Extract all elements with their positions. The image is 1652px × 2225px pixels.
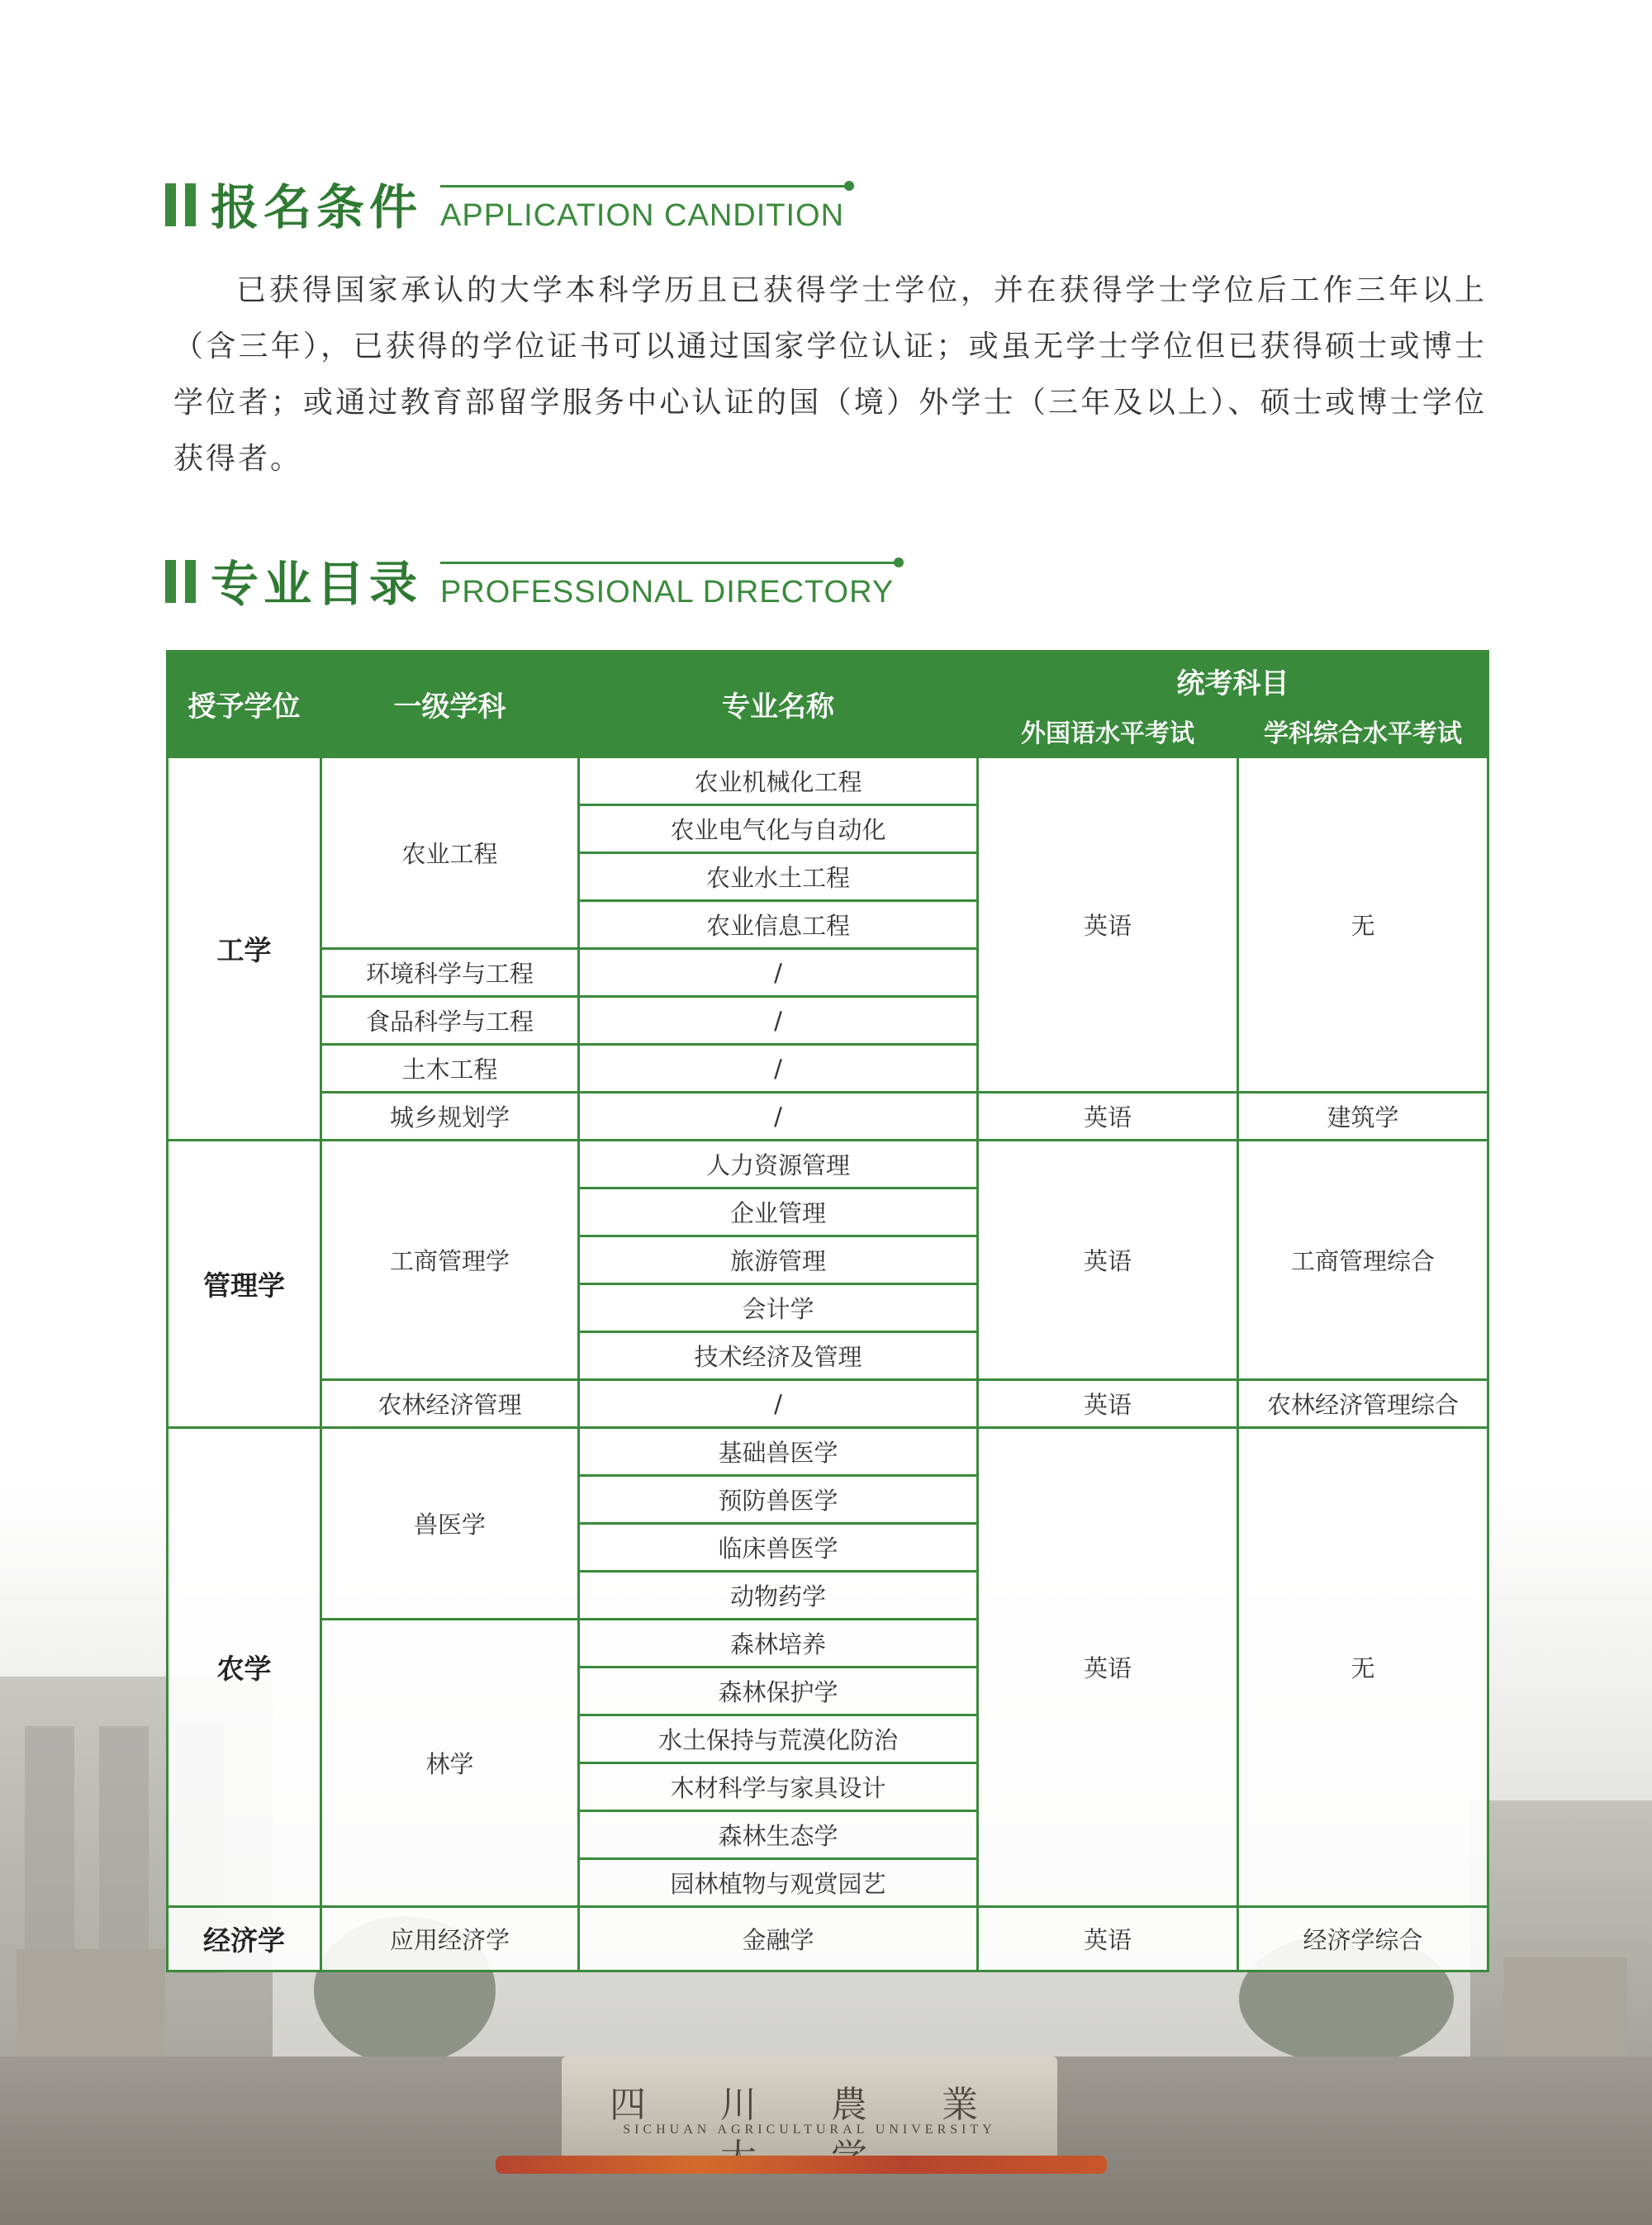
cell-major: / [579, 1380, 978, 1428]
section-title-en-wrap [440, 185, 844, 231]
cell-discipline: 应用经济学 [321, 1907, 579, 1971]
cell-foreign: 英语 [978, 1093, 1238, 1141]
cell-major: 人力资源管理 [579, 1141, 978, 1188]
cell-discipline: 土木工程 [321, 1045, 579, 1093]
table-row [168, 1907, 1488, 1971]
cell-major: 森林保护学 [579, 1668, 978, 1715]
cell-comprehensive: 经济学综合 [1238, 1907, 1488, 1971]
section-title-cn: 报名条件 [211, 179, 423, 235]
photo-flower-bed [496, 2156, 1107, 2174]
section-title-en-wrap [440, 562, 894, 608]
cell-foreign: 英语 [978, 1428, 1238, 1907]
cell-foreign: 英语 [978, 1141, 1238, 1380]
cell-discipline: 工商管理学 [321, 1141, 579, 1380]
cell-major: 农业电气化与自动化 [579, 805, 978, 853]
table-row [168, 1380, 1488, 1428]
cell-degree: 农学 [168, 1428, 321, 1907]
cell-foreign: 英语 [978, 757, 1238, 1093]
cell-major: 动物药学 [579, 1572, 978, 1620]
cell-major: / [579, 997, 978, 1045]
cell-foreign: 英语 [978, 1380, 1238, 1428]
cell-major: 园林植物与观赏园艺 [579, 1859, 978, 1907]
cell-discipline: 环境科学与工程 [321, 949, 579, 997]
cell-major: 基础兽医学 [579, 1428, 978, 1476]
table-header-row [168, 652, 1488, 705]
section-bars-icon [165, 560, 196, 603]
header-major: 专业名称 [579, 652, 978, 757]
header-foreign: 外国语水平考试 [978, 705, 1238, 757]
table-row [168, 1093, 1488, 1141]
cell-comprehensive: 无 [1238, 1428, 1488, 1907]
cell-major: 会计学 [579, 1284, 978, 1332]
cell-discipline: 林学 [321, 1620, 579, 1907]
cell-comprehensive: 建筑学 [1238, 1093, 1488, 1141]
cell-major: 农业信息工程 [579, 901, 978, 949]
professional-directory-table [166, 650, 1489, 1972]
section-header-directory [165, 556, 895, 612]
cell-major: 技术经济及管理 [579, 1332, 978, 1380]
cell-major: / [579, 949, 978, 997]
section-bars-icon [165, 183, 196, 226]
photo-window [25, 1726, 74, 1974]
header-exam: 统考科目 [978, 652, 1488, 705]
table-row [168, 757, 1488, 805]
cell-discipline: 食品科学与工程 [321, 997, 579, 1045]
cell-major: 旅游管理 [579, 1236, 978, 1284]
cell-foreign: 英语 [978, 1907, 1238, 1971]
cell-comprehensive: 农林经济管理综合 [1238, 1380, 1488, 1428]
cell-major: 预防兽医学 [579, 1476, 978, 1524]
cell-major: 森林培养 [579, 1620, 978, 1668]
header-comprehensive: 学科综合水平考试 [1238, 705, 1488, 757]
table-row [168, 1428, 1488, 1476]
cell-major: 金融学 [579, 1907, 978, 1971]
cell-major: 临床兽医学 [579, 1524, 978, 1572]
section-title-line [440, 185, 849, 187]
cell-major: 森林生态学 [579, 1811, 978, 1859]
cell-degree: 工学 [168, 757, 321, 1141]
application-condition-paragraph: 已获得国家承认的大学本科学历且已获得学士学位，并在获得学士学位后工作三年以上（含三年），已获得的学位证书可以通过国家学位认证；或虽无学士学位但已获得硕士或博士学位者；或通过教育部留学服务中心认证的国（境）外学士（三年及以上）、硕士或博士学位获得者。 [173, 273, 1487, 476]
cell-comprehensive: 工商管理综合 [1238, 1141, 1488, 1380]
cell-major: / [579, 1045, 978, 1093]
section-title-en: PROFESSIONAL DIRECTORY [440, 575, 895, 610]
cell-comprehensive: 无 [1238, 757, 1488, 1093]
cell-discipline: 兽医学 [321, 1428, 579, 1620]
section-header-application [165, 179, 845, 235]
cell-discipline: 农林经济管理 [321, 1380, 579, 1428]
cell-discipline: 城乡规划学 [321, 1093, 579, 1141]
cell-discipline: 农业工程 [321, 757, 579, 949]
header-discipline: 一级学科 [321, 652, 579, 757]
gate-sign-cn: 四 川 農 業 [610, 2084, 1009, 2126]
table-row [168, 1141, 1488, 1188]
section-title-en: APPLICATION CANDITION [440, 198, 845, 233]
photo-window [99, 1726, 149, 1974]
cell-major: 企业管理 [579, 1188, 978, 1236]
section-title-cn: 专业目录 [211, 556, 423, 612]
cell-degree: 经济学 [168, 1907, 321, 1971]
cell-major: 农业机械化工程 [579, 757, 978, 805]
section-title-line [440, 562, 899, 564]
cell-major: / [579, 1093, 978, 1141]
cell-major: 农业水土工程 [579, 853, 978, 901]
gate-sign-en: SICHUAN AGRICULTURAL UNIVERSITY [623, 2123, 996, 2137]
cell-major: 木材科学与家具设计 [579, 1763, 978, 1811]
header-degree: 授予学位 [168, 652, 321, 757]
cell-major: 水土保持与荒漠化防治 [579, 1715, 978, 1763]
cell-degree: 管理学 [168, 1141, 321, 1428]
photo-gate-stone [562, 2057, 1057, 2160]
